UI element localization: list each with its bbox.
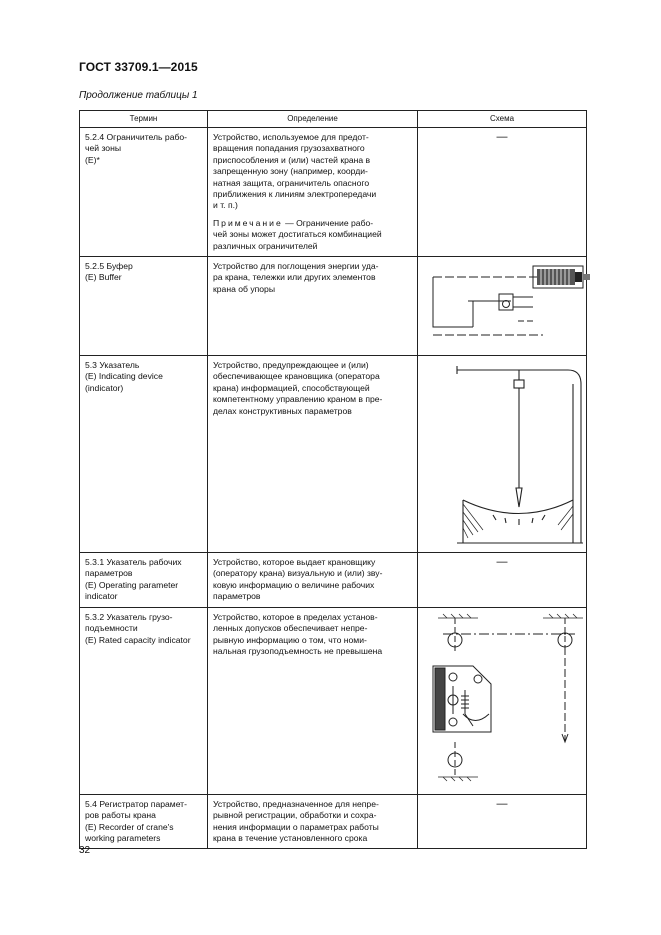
definition-cell (208, 128, 418, 257)
table-row (80, 607, 587, 794)
column-header-term: Термин (80, 111, 208, 128)
table-caption: Продолжение таблицы 1 (79, 90, 198, 101)
note-label: Примечание (213, 217, 283, 228)
definition-text: Устройство для поглощения энергии уда- ра крана, тележки или других элементов крана об упоры (213, 261, 379, 294)
term-cell (80, 553, 208, 608)
document-title: ГОСТ 33709.1—2015 (79, 60, 198, 74)
table-row (80, 794, 587, 849)
term-text: 5.3 Указатель (E) Indicating device (indicator) (85, 360, 163, 393)
definition-cell (208, 607, 418, 794)
table-header-row (80, 111, 587, 128)
definition-text: Устройство, предупреждающее и (или) обеспечивающее крановщика (оператора крана) информацией, способствующей компетентному управлению краном в пре- делах конструктивных параметров (213, 360, 383, 416)
term-cell (80, 257, 208, 356)
definition-text: Устройство, используемое для предот- вращения попадания грузозахватного приспособления и (или) частей крана в запрещенную зону (например, коорди- натная защита, ограничитель опасного приближения к линиям электропередачи и т. п.) (213, 132, 377, 211)
scheme-cell (418, 553, 587, 608)
definition-cell (208, 257, 418, 356)
definition-cell (208, 794, 418, 849)
terms-table (79, 110, 587, 849)
definition-text: Устройство, предназначенное для непре- рывной регистрации, обработки и сохра- нения информации о параметрах работы крана в течение установленного срока (213, 798, 379, 843)
page-number: 32 (79, 845, 91, 856)
scheme-cell (418, 356, 587, 553)
buffer-diagram (423, 261, 592, 351)
table-row (80, 553, 587, 608)
term-text: 5.4 Регистратор парамет- ров работы крана (E) Recorder of crane's working parameters (85, 798, 187, 843)
term-cell (80, 794, 208, 849)
column-header-scheme: Схема (418, 111, 587, 128)
scheme-cell (418, 794, 587, 849)
scheme-cell (418, 607, 587, 794)
definition-cell (208, 553, 418, 608)
definition-cell (208, 356, 418, 553)
term-text: 5.3.2 Указатель грузо- подъемности (E) Rated capacity indicator (85, 611, 191, 645)
term-cell (80, 128, 208, 257)
term-cell (80, 607, 208, 794)
table-row (80, 356, 587, 553)
column-header-definition: Определение (208, 111, 418, 128)
scheme-dash: — (496, 131, 508, 143)
term-text: 5.2.4 Ограничитель рабо- чей зоны (E)* (85, 132, 188, 165)
scheme-dash: — (496, 797, 508, 810)
term-text: 5.3.1 Указатель рабочих параметров (E) Operating parameter indicator (85, 557, 182, 602)
scheme-cell (418, 128, 587, 257)
definition-text: Устройство, которое в пределах установ- ленных допусков обеспечивает непре- рывную информацию о том, что номи- нальная грузоподъемность не превышена (213, 611, 383, 656)
note (213, 218, 412, 252)
table-row (80, 257, 587, 356)
table-row (80, 128, 587, 257)
term-text: 5.2.5 Буфер (E) Buffer (85, 261, 133, 283)
scheme-cell (418, 257, 587, 356)
note-text: — Ограничение рабо- чей зоны может достигаться комбинацией различных ограничителей (213, 217, 382, 251)
term-cell (80, 356, 208, 553)
definition-text: Устройство, которое выдает крановщику (оператору крана) визуальную и (или) зву- ковую информацию о величине рабочих параметров (213, 557, 383, 602)
rated-capacity-indicator-diagram (423, 612, 592, 790)
scheme-dash: — (496, 556, 508, 569)
indicator-diagram (423, 360, 592, 548)
